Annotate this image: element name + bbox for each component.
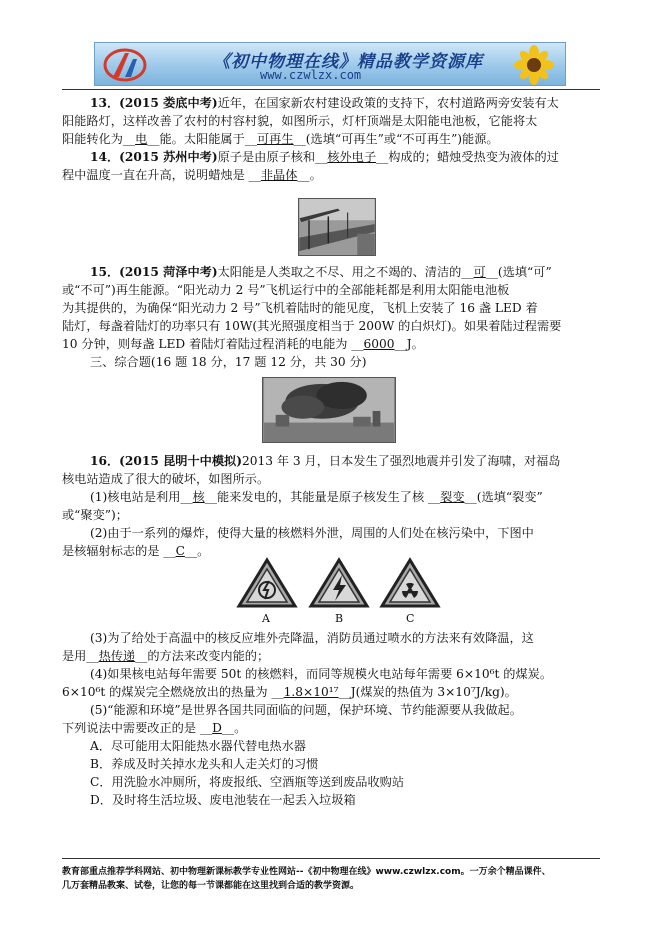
q16-part1-line2: 或“聚变”)；	[62, 508, 128, 522]
q16-part2-line1: (2)由于一系列的爆炸，使得大量的核燃料外泄，周围的人们处在核污染中，下图中	[90, 526, 534, 540]
q16-part3-line1: (3)为了给处于高温中的核反应堆外壳降温，消防员通过喷水的方法来有效降温，这	[90, 631, 534, 645]
q13-line2: 阳能路灯，这样改善了农村的村容村貌，如图所示，灯杆顶端是太阳能电池板，它能将太	[62, 114, 538, 128]
q15-answer-2: 6000	[363, 337, 395, 351]
q16-line2: 核电站造成了很大的破坏，如图所示。	[62, 472, 270, 486]
q16-part5-line1: (5)“能源和环境”是世界各国共同面临的问题，保护环境、节约能源要从我做起。	[90, 703, 522, 717]
q16-line1: 16．(2015 昆明十中模拟)2013 年 3 月，日本发生了强烈地震并引发了海啸，对福岛	[90, 454, 561, 468]
logo-icon	[103, 47, 147, 83]
q15-line1: 15．(2015 菏泽中考)太阳能是人类取之不尽、用之不竭的、清洁的__可__(选填“可”	[90, 265, 552, 279]
q16-part1-answer-2: 裂变	[440, 490, 465, 504]
q15-line2: 或“不可”)再生能源。“阳光动力 2 号”飞机运行中的全部能耗都是利用太阳能电池板	[62, 283, 510, 297]
sign-label-b: B	[335, 612, 344, 625]
q16-part4-line1: (4)如果核电站每年需要 50t 的核燃料，而同等规模火电站每年需要 6×10⁶t 的煤炭。	[90, 667, 553, 681]
q14-answer-1: 核外电子	[327, 150, 377, 164]
q13-answer-1: 电	[135, 132, 148, 146]
footer-line2: 几万套精品教案、试卷，让您的每一节课都能在这里找到合适的教学资源。	[62, 881, 360, 891]
q16-part3-line2: 是用__热传递__的方法来改变内能的；	[62, 649, 270, 663]
option-c: C．用洗脸水冲厕所，将废报纸、空酒瓶等送到废品收购站	[90, 775, 405, 789]
q15-answer-1: 可	[473, 265, 486, 279]
footer-line1: 教育部重点推荐学科网站、初中物理新课标教学专业性网站--《初中物理在线》www.czwlzx.com。一万余个精品课件、	[62, 867, 551, 877]
q14-answer-2: 非晶体	[260, 168, 298, 182]
q16-part2-answer: C	[175, 544, 185, 558]
footer-rule	[62, 858, 600, 859]
q13-answer-2: 可再生	[257, 132, 294, 146]
q16-part2-line2: 是核辐射标志的是 __C__。	[62, 544, 210, 558]
nuclear-plant-smoke-photo-icon	[262, 377, 396, 443]
high-voltage-icon	[308, 557, 370, 609]
q16-part5-answer: D	[212, 721, 222, 735]
q14-line1: 14．(2015 苏州中考)原子是由原子核和__核外电子__构成的；蜡烛受热变为液体的过	[90, 150, 559, 164]
option-d: D．及时将生活垃圾、废电池装在一起丢入垃圾箱	[90, 793, 356, 807]
q15-line3: 为其提供的，为确保“阳光动力 2 号”飞机着陆时的能见度，飞机上安装了 16 盏 LED 着	[62, 301, 538, 315]
q16-part1-line1: (1)核电站是利用__核__能来发电的，其能量是原子核发生了核 __裂变__(选填“裂变”	[90, 490, 543, 504]
q15-line5: 10 分钟，则每盏 LED 着陆灯着陆过程消耗的电能为 __6000__J。	[62, 337, 424, 351]
option-a: A．尽可能用太阳能热水器代替电热水器	[90, 739, 306, 753]
sunflower-icon	[509, 45, 559, 85]
q16-part3-answer: 热传递	[98, 649, 136, 663]
section-3-heading: 三、综合题(16 题 18 分，17 题 12 分，共 30 分)	[90, 355, 367, 369]
q13-line3: 阳能转化为__电__能。太阳能属于__可再生__(选填“可再生”或“不可再生”)能源。	[62, 132, 499, 146]
option-b: B．养成及时关掉水龙头和人走关灯的习惯	[90, 757, 319, 771]
sign-label-a: A	[262, 612, 270, 625]
header-banner	[94, 42, 566, 86]
header-url: www.czwlzx.com	[260, 68, 362, 82]
q13-line1: 13．(2015 娄底中考)近年，在国家新农村建设政策的支持下，农村道路两旁安装有太	[90, 96, 559, 110]
header-title: 《初中物理在线》精品教学资源库	[213, 52, 483, 72]
q15-line4: 陆灯，每盏着陆灯的功率只有 10W(其光照强度相当于 200W 的白炽灯)。如果着陆过程需要	[62, 319, 562, 333]
q14-line2: 程中温度一直在升高，说明蜡烛是 __非晶体__。	[62, 168, 322, 182]
radiation-icon	[379, 557, 441, 609]
solar-road-photo-icon	[298, 198, 376, 256]
sign-label-c: C	[406, 612, 415, 625]
warning-lightning-icon	[236, 557, 298, 609]
q16-part4-line2: 6×10⁶t 的煤炭完全燃烧放出的热量为 __1.8×10¹⁷__J(煤炭的热值为 3×10⁷J/kg)。	[62, 685, 517, 699]
q16-part1-answer-1: 核	[192, 490, 205, 504]
q16-part4-answer: 1.8×10¹⁷	[283, 685, 339, 699]
header-rule	[62, 89, 600, 90]
q16-part5-line2: 下列说法中需要改正的是 __D__。	[62, 721, 247, 735]
